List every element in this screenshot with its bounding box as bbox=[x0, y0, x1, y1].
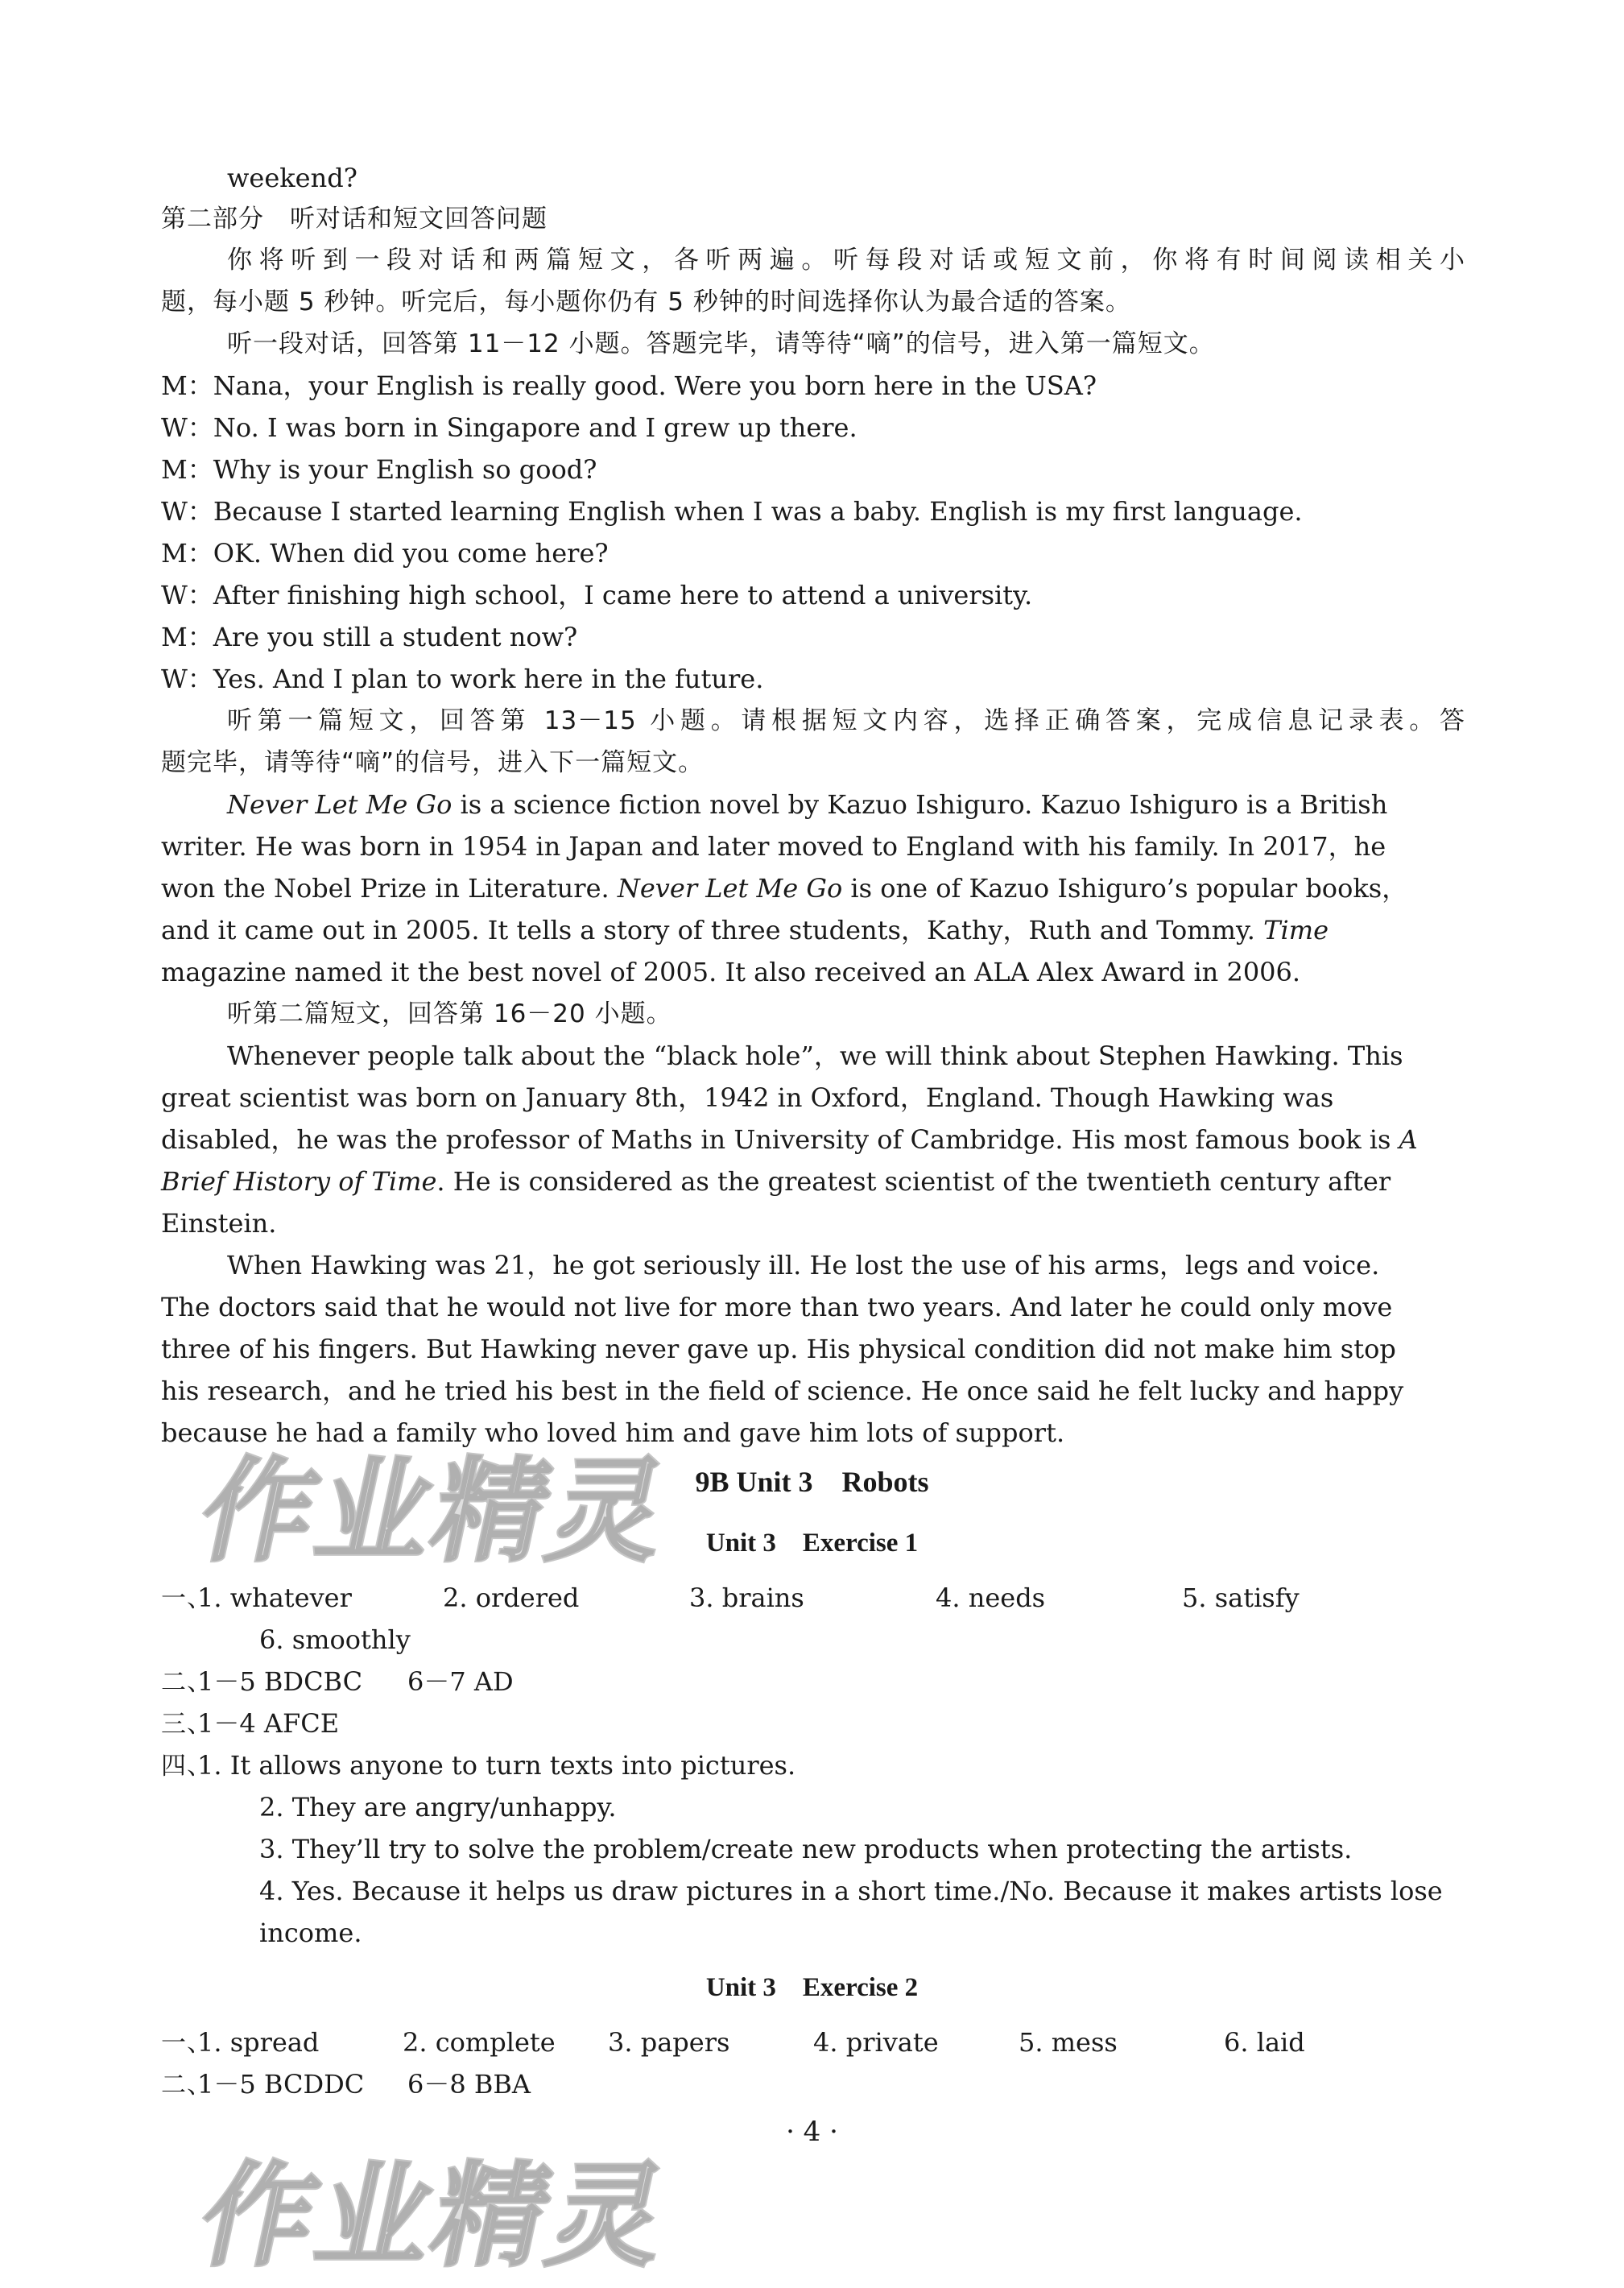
answer-item: 4. needs bbox=[936, 1583, 1046, 1613]
dialogue-line: M：Why is your English so good? bbox=[161, 454, 597, 485]
answer-row bbox=[161, 2021, 1465, 2064]
book-title: Never Let Me Go bbox=[227, 789, 452, 820]
passage-line: magazine named it the best novel of 2005. It also received an ALA Alex Award in 2006. bbox=[161, 957, 1301, 987]
answer-row bbox=[161, 1661, 1465, 1703]
passage-line: The doctors said that he would not live for more than two years. And later he could only move bbox=[161, 1292, 1393, 1322]
instruction-line: 题，每小题 5 秒钟。听完后，每小题你仍有 5 秒钟的时间选择你认为最合适的答案。 bbox=[161, 288, 1131, 317]
answer-item: 2. They are angry/unhappy. bbox=[259, 1792, 617, 1823]
answer-item: 1－5 BCDDC bbox=[197, 2069, 365, 2100]
answer-item: 6. smoothly bbox=[259, 1624, 411, 1655]
answer-item: 2. ordered bbox=[443, 1583, 580, 1613]
answer-item: 3. They’ll try to solve the problem/create new products when protecting the artists. bbox=[259, 1834, 1353, 1864]
passage-line: his research，and he tried his best in the field of science. He once said he felt lucky and happy bbox=[161, 1376, 1404, 1406]
passage-line: because he had a family who loved him and gave him lots of support. bbox=[161, 1417, 1065, 1448]
answer-item: 6－8 BBA bbox=[407, 2069, 531, 2100]
book-title: Never Let Me Go bbox=[617, 873, 843, 904]
instruction-line: 题完毕，请等待“嘀”的信号，进入下一篇短文。 bbox=[161, 748, 705, 777]
instruction-line: 听一段对话，回答第 11－12 小题。答题完毕，请等待“嘀”的信号，进入第一篇短文。 bbox=[227, 329, 1215, 358]
answer-item: 1. whatever bbox=[197, 1583, 352, 1613]
section-label: 二、 bbox=[161, 1668, 213, 1697]
section-label: 二、 bbox=[161, 2071, 213, 2100]
answer-item: 1－4 AFCE bbox=[197, 1708, 340, 1739]
dialogue-line: M：OK. When did you come here? bbox=[161, 538, 609, 569]
passage-line: won the Nobel Prize in Literature. Never Let Me Go is one of Kazuo Ishiguro’s popular books， bbox=[161, 873, 1408, 904]
instruction-line: 听第二篇短文，回答第 16－20 小题。 bbox=[227, 999, 672, 1028]
page-number: · 4 · bbox=[786, 2116, 838, 2148]
dialogue-line: W：After finishing high school，I came here to attend a university. bbox=[161, 580, 1033, 610]
book-title: Brief History of Time bbox=[161, 1166, 437, 1197]
answer-row bbox=[161, 1744, 1465, 1787]
instruction-line: 你将听到一段对话和两篇短文，各听两遍。听每段对话或短文前，你将有时间阅读相关小 bbox=[227, 246, 1465, 275]
answer-item: 1. spread bbox=[197, 2027, 320, 2058]
passage-line: Brief History of Time. He is considered as the greatest scientist of the twentieth century after bbox=[161, 1166, 1391, 1197]
passage-line: Never Let Me Go is a science fiction novel by Kazuo Ishiguro. Kazuo Ishiguro is a British bbox=[227, 789, 1388, 820]
answer-item: 3. brains bbox=[689, 1583, 804, 1613]
section-heading: 第二部分 听对话和短文回答问题 bbox=[161, 205, 548, 234]
answer-row bbox=[161, 1703, 1465, 1745]
answer-item: income. bbox=[259, 1918, 362, 1948]
passage-line: writer. He was born in 1954 in Japan and later moved to England with his family. In 2017，he bbox=[161, 831, 1386, 862]
watermark: 作业精灵 bbox=[189, 2151, 681, 2282]
dialogue-line: W：No. I was born in Singapore and I grew up there. bbox=[161, 412, 857, 443]
dialogue-line: M：Are you still a student now? bbox=[161, 622, 578, 652]
passage-line: and it came out in 2005. It tells a story of three students，Kathy，Ruth and Tommy. Time bbox=[161, 915, 1329, 945]
answer-row bbox=[161, 2063, 1465, 2106]
answer-item: 2. complete bbox=[403, 2027, 556, 2058]
answer-item: 6－7 AD bbox=[407, 1666, 514, 1697]
passage-line: great scientist was born on January 8th，1942 in Oxford，England. Though Hawking was bbox=[161, 1082, 1334, 1113]
passage-line: three of his fingers. But Hawking never gave up. His physical condition did not make him stop bbox=[161, 1334, 1396, 1364]
dialogue-line: W：Yes. And I plan to work here in the future. bbox=[161, 664, 764, 694]
answer-item: 5. mess bbox=[1019, 2027, 1118, 2058]
unit-title: 9B Unit 3 Robots bbox=[695, 1466, 929, 1498]
answer-row bbox=[161, 1577, 1465, 1620]
section-label: 一、 bbox=[161, 1584, 213, 1613]
dialogue-line: W：Because I started learning English when I was a baby. English is my first language. bbox=[161, 496, 1303, 527]
answer-item: 5. satisfy bbox=[1182, 1583, 1300, 1613]
instruction-line: 听第一篇短文，回答第 13－15 小题。请根据短文内容，选择正确答案，完成信息记录表。答 bbox=[227, 706, 1465, 735]
answer-item: 1－5 BDCBC bbox=[197, 1666, 363, 1697]
section-label: 四、 bbox=[161, 1752, 213, 1781]
exercise-title: Unit 3 Exercise 2 bbox=[705, 1973, 919, 2002]
section-label: 一、 bbox=[161, 2029, 213, 2058]
watermark: 作业精灵 bbox=[189, 1446, 681, 1578]
magazine-title: Time bbox=[1263, 915, 1329, 945]
answer-item: 3. papers bbox=[608, 2027, 730, 2058]
passage-line: Whenever people talk about the “black hole”，we will think about Stephen Hawking. This bbox=[227, 1041, 1403, 1071]
exercise-title: Unit 3 Exercise 1 bbox=[705, 1529, 919, 1558]
section-label: 三、 bbox=[161, 1710, 213, 1739]
passage-line: Einstein. bbox=[161, 1208, 277, 1239]
transcript-line: weekend? bbox=[227, 163, 357, 193]
passage-line: When Hawking was 21，he got seriously ill. He lost the use of his arms，legs and voice. bbox=[227, 1250, 1380, 1281]
answer-item: 4. private bbox=[813, 2027, 939, 2058]
answer-item: 4. Yes. Because it helps us draw pictures in a short time./No. Because it makes artists lose bbox=[259, 1876, 1443, 1906]
dialogue-line: M：Nana，your English is really good. Were you born here in the USA? bbox=[161, 370, 1097, 401]
answer-item: 1. It allows anyone to turn texts into pictures. bbox=[197, 1750, 796, 1781]
answer-item: 6. laid bbox=[1224, 2027, 1305, 2058]
passage-line: disabled，he was the professor of Maths in University of Cambridge. His most famous book is A bbox=[161, 1124, 1418, 1155]
